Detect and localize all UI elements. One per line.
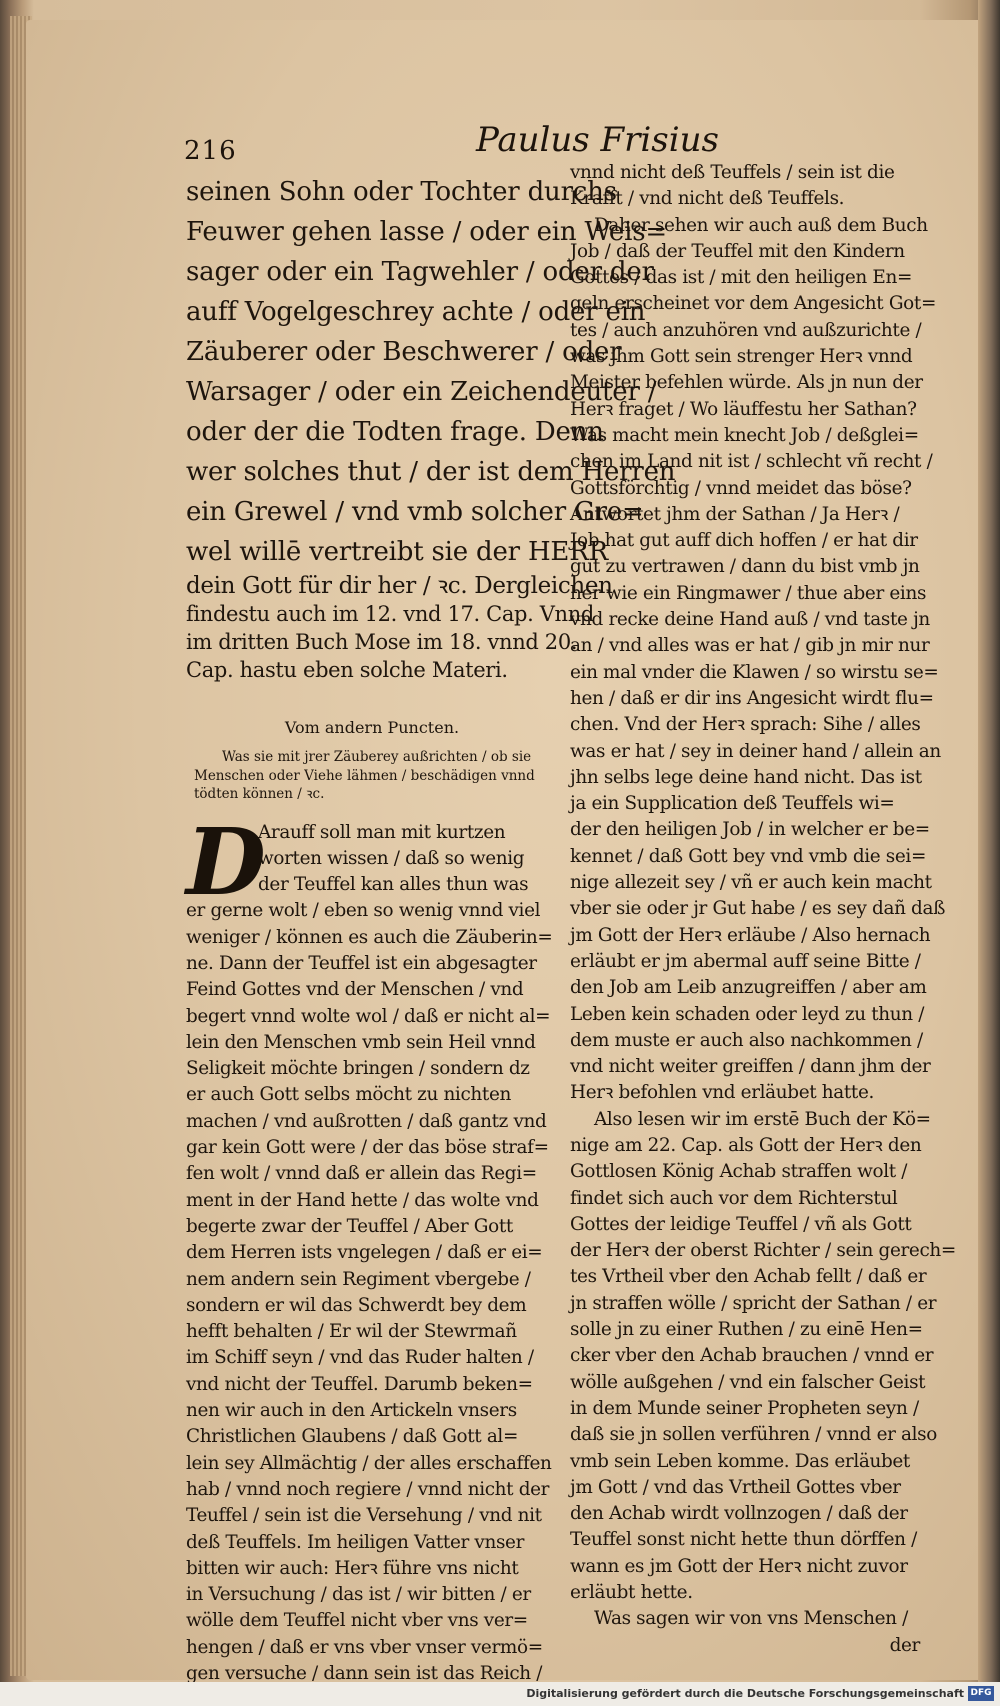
drop-cap-initial: D bbox=[186, 807, 266, 916]
text-line: findestu auch im 12. vnd 17. Cap. Vnnd bbox=[186, 602, 595, 626]
text-line: Herꝛ befohlen vnd erläubet hatte. bbox=[570, 1082, 874, 1104]
text-line: sondern er wil das Schwerdt bey dem bbox=[186, 1294, 527, 1316]
text-line: oder der die Todten frage. Denn bbox=[186, 417, 604, 447]
text-line: findet sich auch vor dem Richterstul bbox=[570, 1187, 898, 1209]
text-line: Krafft / vnd nicht deß Teuffels. bbox=[570, 188, 845, 210]
text-line: Gottlosen König Achab straffen wolt / bbox=[570, 1161, 908, 1183]
text-line: lein den Menschen vmb sein Heil vnnd bbox=[186, 1031, 536, 1053]
text-line: der Teuffel kan alles thun was bbox=[258, 874, 529, 896]
text-line: machen / vnd außrotten / daß gantz vnd bbox=[186, 1110, 547, 1132]
text-line: vnnd nicht deß Teuffels / sein ist die bbox=[570, 162, 895, 183]
text-line: Cap. hastu eben solche Materi. bbox=[186, 658, 508, 682]
text-line: in Versuchung / das ist / wir bitten / er bbox=[186, 1584, 531, 1606]
catchword: der bbox=[889, 1634, 920, 1656]
text-line: ein mal vnder die Klawen / so wirstu se= bbox=[570, 661, 939, 683]
text-line: was er hat / sey in deiner hand / allein an bbox=[570, 740, 941, 762]
text-line: nige am 22. Cap. als Gott der Herꝛ den bbox=[570, 1134, 922, 1156]
text-line: cker vber den Achab brauchen / vnnd er bbox=[570, 1345, 934, 1367]
text-line: Meister befehlen würde. Als jn nun der bbox=[570, 372, 923, 394]
text-line: im dritten Buch Mose im 18. vnnd 20. bbox=[186, 630, 578, 654]
text-line: dem Herren ists vngelegen / daß er ei= bbox=[186, 1242, 543, 1264]
text-line: Herꝛ fraget / Wo läuffestu her Sathan? bbox=[570, 398, 917, 420]
text-line: dein Gott für dir her / ꝛc. Dergleichen bbox=[186, 573, 613, 599]
summary-line: tödten können / ꝛc. bbox=[194, 786, 325, 802]
section-summary bbox=[186, 748, 558, 804]
text-line: vnd recke deine Hand auß / vnd taste jn bbox=[570, 609, 930, 631]
text-line: ein Grewel / vnd vmb solcher Gre= bbox=[186, 497, 644, 527]
text-line: jm Gott / vnd das Vrtheil Gottes vber bbox=[570, 1476, 901, 1498]
text-line: begerte zwar der Teuffel / Aber Gott bbox=[186, 1215, 513, 1237]
text-line: Job hat gut auff dich hoffen / er hat dir bbox=[570, 530, 918, 552]
text-line: ne. Dann der Teuffel ist ein abgesagter bbox=[186, 952, 537, 974]
text-line: sager oder ein Tagwehler / oder der bbox=[186, 257, 654, 287]
text-line: weniger / können es auch die Zäuberin= bbox=[186, 926, 553, 948]
text-line: kennet / daß Gott bey vnd vmb die sei= bbox=[570, 845, 927, 867]
text-line: wölle dem Teuffel nicht vber vns ver= bbox=[186, 1610, 528, 1632]
text-line: Christlichen Glaubens / daß Gott al= bbox=[186, 1426, 519, 1448]
text-line: erläubt hette. bbox=[570, 1582, 693, 1604]
text-line: im Schiff seyn / vnd das Ruder halten / bbox=[186, 1347, 534, 1369]
text-line: Teuffel / sein ist die Versehung / vnd nit bbox=[186, 1505, 542, 1527]
text-line: er auch Gott selbs möcht zu nichten bbox=[186, 1084, 511, 1106]
text-line: deß Teuffels. Im heiligen Vatter vnser bbox=[186, 1531, 525, 1553]
left-top-text bbox=[186, 172, 676, 572]
left-top-text-small bbox=[186, 572, 613, 684]
text-line: hengen / daß er vns vber vnser vermö= bbox=[186, 1636, 543, 1658]
text-line: Antwortet jhm der Sathan / Ja Herꝛ / bbox=[570, 503, 900, 525]
right-column bbox=[570, 160, 956, 1659]
text-line: Seligkeit möchte bringen / sondern dz bbox=[186, 1058, 530, 1080]
text-line: er gerne wolt / eben so wenig vnnd viel bbox=[186, 900, 541, 922]
digitization-credit: Digitalisierung gefördert durch die Deutsche Forschungsgemeinschaft bbox=[526, 1687, 964, 1700]
section-heading: Vom andern Puncten. bbox=[284, 718, 460, 737]
text-line: erläubt er jm abermal auff seine Bitte / bbox=[570, 950, 921, 972]
text-line: lein sey Allmächtig / der alles erschaffen bbox=[186, 1452, 552, 1474]
text-line: Gottsförchtig / vnnd meidet das böse? bbox=[570, 477, 912, 499]
text-line: Was macht mein knecht Job / deßglei= bbox=[570, 424, 919, 446]
text-line: vmb sein Leben komme. Das erläubet bbox=[570, 1450, 910, 1472]
text-line: Leben kein schaden oder leyd zu thun / bbox=[570, 1003, 925, 1025]
text-line: den Job am Leib anzugreiffen / aber am bbox=[570, 977, 927, 999]
text-line: was jhm Gott sein strenger Herꝛ vnnd bbox=[570, 346, 913, 368]
text-line: ment in der Hand hette / das wolte vnd bbox=[186, 1189, 539, 1211]
text-line: Also lesen wir im erstē Buch der Kö= bbox=[594, 1108, 931, 1130]
text-line: Job / daß der Teuffel mit den Kindern bbox=[570, 240, 905, 262]
text-line: Gottes der leidige Teuffel / vñ als Gott bbox=[570, 1213, 912, 1235]
text-line: seinen Sohn oder Tochter durchs bbox=[186, 177, 617, 207]
text-line: chen. Vnd der Herꝛ sprach: Sihe / alles bbox=[570, 714, 921, 736]
text-line: hefft behalten / Er wil der Stewrmañ bbox=[186, 1321, 517, 1343]
text-line: in dem Munde seiner Propheten seyn / bbox=[570, 1397, 919, 1419]
page-number: 216 bbox=[184, 136, 237, 166]
text-line: an / vnd alles was er hat / gib jn mir nur bbox=[570, 635, 930, 657]
text-line: tes / auch anzuhören vnd außzurichte / bbox=[570, 319, 922, 341]
text-line: gut zu vertrawen / dann du bist vmb jn bbox=[570, 556, 920, 578]
text-line: auff Vogelgeschrey achte / oder ein bbox=[186, 297, 646, 327]
running-head: Paulus Frisius bbox=[476, 120, 719, 160]
text-line: vber sie oder jr Gut habe / es sey dañ daß bbox=[570, 898, 946, 920]
text-line: bitten wir auch: Herꝛ führe vns nicht bbox=[186, 1557, 519, 1579]
text-line: tes Vrtheil vber den Achab fellt / daß er bbox=[570, 1266, 927, 1288]
text-line: wel willē vertreibt sie der HERR bbox=[186, 537, 608, 567]
text-line: wer solches thut / der ist dem Herren bbox=[186, 457, 676, 487]
text-line: Was sagen wir von vns Menschen / bbox=[594, 1608, 908, 1630]
text-line: fen wolt / vnnd daß er allein das Regi= bbox=[186, 1163, 537, 1185]
text-line: nen wir auch in den Artickeln vnsers bbox=[186, 1400, 517, 1422]
text-line: der Herꝛ der oberst Richter / sein gerech= bbox=[570, 1240, 956, 1262]
text-line: gar kein Gott were / der das böse straf= bbox=[186, 1137, 549, 1159]
text-line: der den heiligen Job / in welcher er be= bbox=[570, 819, 930, 841]
text-line: Arauff soll man mit kurtzen bbox=[258, 821, 506, 843]
text-line: Warsager / oder ein Zeichendeuter / bbox=[186, 377, 657, 407]
text-line: Feuwer gehen lasse / oder ein Weis= bbox=[186, 217, 667, 247]
text-line: Gottes / das ist / mit den heiligen En= bbox=[570, 267, 913, 289]
text-line: Daher sehen wir auch auß dem Buch bbox=[594, 214, 928, 236]
text-line: jm Gott der Herꝛ erläube / Also hernach bbox=[570, 924, 931, 946]
text-line: nem andern sein Regiment vbergebe / bbox=[186, 1268, 531, 1290]
text-line: dem muste er auch also nachkommen / bbox=[570, 1029, 923, 1051]
text-line: Teuffel sonst nicht hette thun dörffen / bbox=[570, 1529, 917, 1551]
book-gutter-shadow bbox=[978, 0, 1000, 1682]
text-line: ja ein Supplication deß Teuffels wi= bbox=[570, 793, 895, 815]
text-line: wann es jm Gott der Herꝛ nicht zuvor bbox=[570, 1555, 908, 1577]
text-line: begert vnnd wolte wol / daß er nicht al= bbox=[186, 1005, 551, 1027]
text-line: worten wissen / daß so wenig bbox=[258, 847, 525, 869]
text-line: jhn selbs lege deine hand nicht. Das ist bbox=[570, 766, 922, 788]
text-line: hen / daß er dir ins Angesicht wirdt flu= bbox=[570, 687, 934, 709]
text-line: her wie ein Ringmawer / thue aber eins bbox=[570, 582, 927, 604]
text-line: vnd nicht der Teuffel. Darumb beken= bbox=[186, 1373, 533, 1395]
text-line: Feind Gottes vnd der Menschen / vnd bbox=[186, 979, 524, 1001]
summary-line: Was sie mit jrer Zäuberey außrichten / ob sie bbox=[222, 749, 532, 765]
text-line: wölle außgehen / vnd ein falscher Geist bbox=[570, 1371, 926, 1393]
text-line: geln erscheinet vor dem Angesicht Got= bbox=[570, 293, 936, 315]
text-line: vnd nicht weiter greiffen / dann jhm der bbox=[570, 1056, 931, 1078]
text-line: nige allezeit sey / vñ er auch kein macht bbox=[570, 872, 932, 894]
text-line: chen im Land nit ist / schlecht vñ recht / bbox=[570, 451, 933, 473]
body-paragraph bbox=[186, 807, 558, 1683]
text-line: hab / vnnd noch regiere / vnnd nicht der bbox=[186, 1478, 550, 1500]
text-line: Zäuberer oder Beschwerer / oder bbox=[186, 337, 622, 367]
summary-line: Menschen oder Viehe lähmen / beschädigen vnnd bbox=[194, 767, 535, 784]
text-line: solle jn zu einer Ruthen / zu einē Hen= bbox=[570, 1319, 923, 1341]
text-line: daß sie jn sollen verführen / vnnd er also bbox=[570, 1424, 937, 1446]
text-line: jn straffen wölle / spricht der Sathan / er bbox=[570, 1292, 937, 1314]
text-line: gen versuche / dann sein ist das Reich / bbox=[186, 1663, 543, 1682]
text-line: den Achab wirdt vollnzogen / daß der bbox=[570, 1503, 908, 1525]
dfg-logo[interactable]: DFG bbox=[968, 1686, 994, 1701]
